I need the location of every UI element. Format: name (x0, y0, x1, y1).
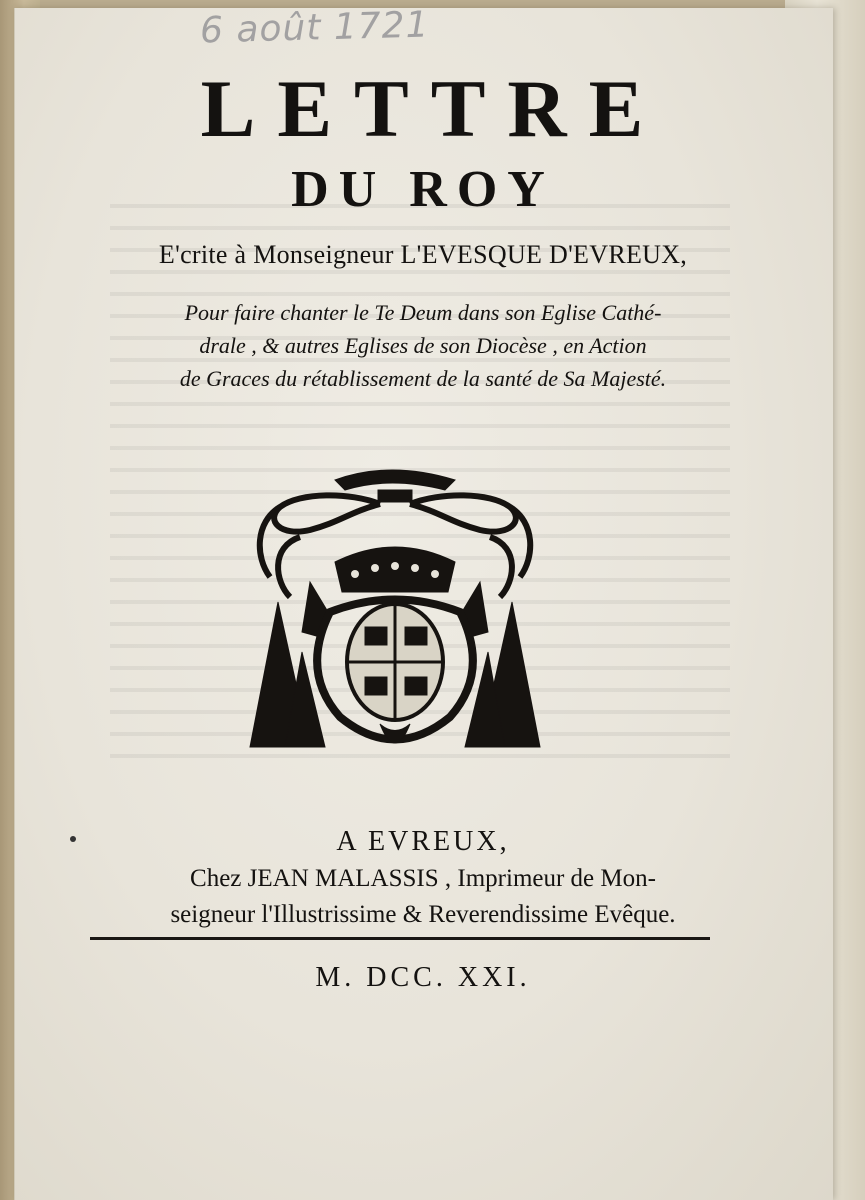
purpose-paragraph (14, 296, 832, 395)
purpose-line: drale , & autres Eglises de son Diocèse , en Action (199, 333, 647, 358)
divider-rule (90, 937, 710, 940)
handwritten-date-note: 6 août 1721 (199, 4, 430, 52)
imprint-printer (14, 861, 832, 933)
printer-line: seigneur l'Illustrissime & Reverendissime Evêque. (170, 901, 676, 928)
imprint-city: A EVREUX, (336, 826, 510, 857)
purpose-line: Pour faire chanter le Te Deum dans son Eglise Cathé- (184, 300, 662, 325)
episcopal-coat-of-arms-icon (240, 462, 550, 767)
purpose-line: de Graces du rétablissement de la santé de Sa Majesté. (179, 366, 667, 391)
title-line-1: LETTRE (200, 63, 666, 154)
publication-date: M. DCC. XXI. (315, 962, 531, 993)
title-line-2: DU ROY (291, 161, 555, 218)
subtitle: E'crite à Monseigneur L'EVESQUE D'EVREUX, (158, 240, 688, 269)
ink-dot (70, 836, 76, 842)
printer-line: Chez JEAN MALASSIS , Imprimeur de Mon- (190, 865, 656, 892)
